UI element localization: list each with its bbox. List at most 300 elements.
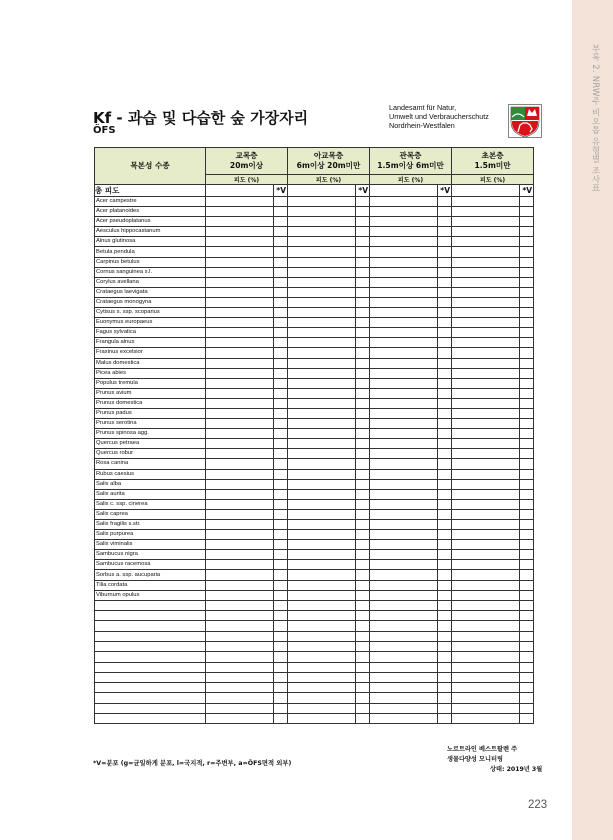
coverage-cell[interactable] <box>370 570 438 580</box>
distribution-cell[interactable] <box>274 550 288 560</box>
distribution-cell[interactable] <box>438 672 452 682</box>
coverage-cell[interactable] <box>206 662 274 672</box>
coverage-cell[interactable] <box>370 641 438 651</box>
distribution-cell[interactable] <box>356 197 370 207</box>
distribution-cell[interactable] <box>520 287 534 297</box>
distribution-cell[interactable] <box>356 267 370 277</box>
distribution-cell[interactable] <box>520 469 534 479</box>
distribution-cell[interactable] <box>356 439 370 449</box>
coverage-cell[interactable] <box>452 540 520 550</box>
distribution-cell[interactable] <box>356 672 370 682</box>
coverage-cell[interactable] <box>370 297 438 307</box>
distribution-cell[interactable] <box>356 509 370 519</box>
coverage-cell[interactable] <box>452 550 520 560</box>
distribution-cell[interactable] <box>274 197 288 207</box>
coverage-cell[interactable] <box>452 520 520 530</box>
coverage-cell[interactable] <box>206 631 274 641</box>
distribution-cell[interactable] <box>520 479 534 489</box>
coverage-cell[interactable] <box>452 287 520 297</box>
distribution-cell[interactable] <box>520 328 534 338</box>
distribution-cell[interactable] <box>274 348 288 358</box>
coverage-cell[interactable] <box>288 683 356 693</box>
distribution-cell[interactable] <box>520 662 534 672</box>
coverage-cell[interactable] <box>452 652 520 662</box>
coverage-cell[interactable] <box>370 621 438 631</box>
coverage-cell[interactable] <box>370 338 438 348</box>
coverage-cell[interactable] <box>370 408 438 418</box>
distribution-cell[interactable] <box>356 297 370 307</box>
coverage-cell[interactable] <box>370 197 438 207</box>
distribution-cell[interactable] <box>274 520 288 530</box>
distribution-cell[interactable] <box>438 683 452 693</box>
distribution-cell[interactable] <box>356 631 370 641</box>
coverage-cell[interactable] <box>206 560 274 570</box>
distribution-cell[interactable] <box>438 509 452 519</box>
coverage-cell[interactable] <box>452 388 520 398</box>
distribution-cell[interactable] <box>520 257 534 267</box>
distribution-cell[interactable] <box>356 277 370 287</box>
coverage-cell[interactable] <box>452 530 520 540</box>
distribution-cell[interactable] <box>356 408 370 418</box>
distribution-cell[interactable] <box>274 469 288 479</box>
coverage-cell[interactable] <box>206 185 274 197</box>
distribution-cell[interactable] <box>438 328 452 338</box>
distribution-cell[interactable] <box>274 530 288 540</box>
distribution-cell[interactable] <box>520 197 534 207</box>
coverage-cell[interactable] <box>206 590 274 600</box>
distribution-cell[interactable] <box>520 439 534 449</box>
coverage-cell[interactable] <box>452 580 520 590</box>
distribution-cell[interactable] <box>438 641 452 651</box>
coverage-cell[interactable] <box>370 509 438 519</box>
distribution-cell[interactable] <box>520 318 534 328</box>
distribution-cell[interactable] <box>520 398 534 408</box>
coverage-cell[interactable] <box>370 489 438 499</box>
coverage-cell[interactable] <box>206 328 274 338</box>
coverage-cell[interactable] <box>452 621 520 631</box>
distribution-cell[interactable] <box>438 439 452 449</box>
coverage-cell[interactable] <box>452 611 520 621</box>
coverage-cell[interactable] <box>206 378 274 388</box>
distribution-cell[interactable] <box>356 227 370 237</box>
coverage-cell[interactable] <box>288 499 356 509</box>
distribution-cell[interactable] <box>520 419 534 429</box>
coverage-cell[interactable] <box>288 237 356 247</box>
distribution-cell[interactable] <box>356 550 370 560</box>
coverage-cell[interactable] <box>452 714 520 724</box>
coverage-cell[interactable] <box>288 540 356 550</box>
distribution-cell[interactable] <box>274 408 288 418</box>
coverage-cell[interactable] <box>206 368 274 378</box>
distribution-cell[interactable] <box>356 328 370 338</box>
distribution-cell[interactable] <box>520 499 534 509</box>
distribution-cell[interactable] <box>438 469 452 479</box>
species-entry-cell[interactable] <box>95 641 206 651</box>
coverage-cell[interactable] <box>288 479 356 489</box>
distribution-cell[interactable] <box>438 479 452 489</box>
distribution-cell[interactable] <box>356 600 370 610</box>
distribution-cell[interactable] <box>274 287 288 297</box>
distribution-cell[interactable] <box>438 297 452 307</box>
coverage-cell[interactable] <box>370 693 438 703</box>
distribution-cell[interactable] <box>356 580 370 590</box>
distribution-cell[interactable] <box>274 509 288 519</box>
distribution-cell[interactable] <box>438 207 452 217</box>
distribution-cell[interactable] <box>274 338 288 348</box>
distribution-cell[interactable] <box>274 714 288 724</box>
distribution-cell[interactable] <box>356 489 370 499</box>
coverage-cell[interactable] <box>370 683 438 693</box>
coverage-cell[interactable] <box>452 398 520 408</box>
coverage-cell[interactable] <box>206 570 274 580</box>
distribution-cell[interactable] <box>356 318 370 328</box>
distribution-cell[interactable] <box>274 267 288 277</box>
distribution-cell[interactable] <box>356 419 370 429</box>
distribution-cell[interactable] <box>438 540 452 550</box>
coverage-cell[interactable] <box>370 358 438 368</box>
coverage-cell[interactable] <box>370 611 438 621</box>
distribution-cell[interactable] <box>356 459 370 469</box>
coverage-cell[interactable] <box>452 489 520 499</box>
coverage-cell[interactable] <box>370 499 438 509</box>
distribution-cell[interactable] <box>438 590 452 600</box>
distribution-cell[interactable] <box>520 621 534 631</box>
coverage-cell[interactable] <box>206 530 274 540</box>
coverage-cell[interactable] <box>370 185 438 197</box>
coverage-cell[interactable] <box>206 267 274 277</box>
distribution-cell[interactable] <box>356 247 370 257</box>
coverage-cell[interactable] <box>206 408 274 418</box>
coverage-cell[interactable] <box>206 540 274 550</box>
coverage-cell[interactable] <box>288 378 356 388</box>
coverage-cell[interactable] <box>370 479 438 489</box>
coverage-cell[interactable] <box>206 429 274 439</box>
distribution-cell[interactable] <box>274 419 288 429</box>
coverage-cell[interactable] <box>452 257 520 267</box>
coverage-cell[interactable] <box>370 714 438 724</box>
distribution-cell[interactable] <box>520 530 534 540</box>
coverage-cell[interactable] <box>288 388 356 398</box>
distribution-cell[interactable] <box>274 479 288 489</box>
coverage-cell[interactable] <box>452 197 520 207</box>
distribution-cell[interactable] <box>274 672 288 682</box>
distribution-cell[interactable] <box>520 714 534 724</box>
distribution-cell[interactable] <box>438 530 452 540</box>
distribution-cell[interactable] <box>274 398 288 408</box>
distribution-cell[interactable] <box>520 237 534 247</box>
coverage-cell[interactable] <box>288 469 356 479</box>
coverage-cell[interactable] <box>370 560 438 570</box>
distribution-cell[interactable] <box>438 419 452 429</box>
coverage-cell[interactable] <box>452 683 520 693</box>
distribution-cell[interactable] <box>356 621 370 631</box>
coverage-cell[interactable] <box>452 509 520 519</box>
distribution-cell[interactable] <box>438 358 452 368</box>
coverage-cell[interactable] <box>288 652 356 662</box>
coverage-cell[interactable] <box>370 469 438 479</box>
coverage-cell[interactable] <box>452 297 520 307</box>
coverage-cell[interactable] <box>452 672 520 682</box>
distribution-cell[interactable] <box>520 631 534 641</box>
distribution-cell[interactable] <box>520 378 534 388</box>
distribution-cell[interactable] <box>356 540 370 550</box>
coverage-cell[interactable] <box>288 489 356 499</box>
distribution-cell[interactable] <box>438 580 452 590</box>
distribution-cell[interactable] <box>356 287 370 297</box>
coverage-cell[interactable] <box>206 338 274 348</box>
distribution-cell[interactable] <box>356 683 370 693</box>
species-entry-cell[interactable] <box>95 662 206 672</box>
distribution-cell[interactable] <box>520 560 534 570</box>
distribution-cell[interactable] <box>520 611 534 621</box>
coverage-cell[interactable] <box>452 368 520 378</box>
distribution-cell[interactable] <box>438 287 452 297</box>
distribution-cell[interactable] <box>520 509 534 519</box>
coverage-cell[interactable] <box>452 277 520 287</box>
distribution-cell[interactable] <box>520 449 534 459</box>
coverage-cell[interactable] <box>288 227 356 237</box>
distribution-cell[interactable] <box>438 227 452 237</box>
coverage-cell[interactable] <box>206 237 274 247</box>
distribution-cell[interactable] <box>520 520 534 530</box>
distribution-cell[interactable] <box>356 652 370 662</box>
coverage-cell[interactable] <box>370 590 438 600</box>
coverage-cell[interactable] <box>288 590 356 600</box>
coverage-cell[interactable] <box>206 693 274 703</box>
species-entry-cell[interactable] <box>95 611 206 621</box>
coverage-cell[interactable] <box>288 267 356 277</box>
species-entry-cell[interactable] <box>95 652 206 662</box>
distribution-cell[interactable] <box>356 207 370 217</box>
distribution-cell[interactable] <box>438 652 452 662</box>
distribution-cell[interactable] <box>438 459 452 469</box>
coverage-cell[interactable] <box>370 378 438 388</box>
coverage-cell[interactable] <box>452 600 520 610</box>
distribution-cell[interactable] <box>520 368 534 378</box>
coverage-cell[interactable] <box>370 429 438 439</box>
distribution-cell[interactable] <box>520 297 534 307</box>
coverage-cell[interactable] <box>452 693 520 703</box>
coverage-cell[interactable] <box>288 641 356 651</box>
coverage-cell[interactable] <box>206 600 274 610</box>
coverage-cell[interactable] <box>288 398 356 408</box>
distribution-cell[interactable] <box>274 297 288 307</box>
distribution-cell[interactable] <box>438 277 452 287</box>
distribution-cell[interactable] <box>438 388 452 398</box>
distribution-cell[interactable] <box>274 580 288 590</box>
distribution-cell[interactable] <box>274 237 288 247</box>
distribution-cell[interactable] <box>356 398 370 408</box>
distribution-cell[interactable] <box>520 388 534 398</box>
coverage-cell[interactable] <box>206 550 274 560</box>
coverage-cell[interactable] <box>452 419 520 429</box>
distribution-cell[interactable] <box>438 560 452 570</box>
distribution-cell[interactable] <box>356 611 370 621</box>
distribution-cell[interactable] <box>274 499 288 509</box>
distribution-cell[interactable] <box>438 408 452 418</box>
coverage-cell[interactable] <box>288 439 356 449</box>
distribution-cell[interactable] <box>356 469 370 479</box>
distribution-cell[interactable] <box>356 570 370 580</box>
coverage-cell[interactable] <box>452 499 520 509</box>
coverage-cell[interactable] <box>452 408 520 418</box>
distribution-cell[interactable] <box>356 237 370 247</box>
coverage-cell[interactable] <box>288 703 356 713</box>
coverage-cell[interactable] <box>288 570 356 580</box>
distribution-cell[interactable] <box>274 621 288 631</box>
coverage-cell[interactable] <box>288 580 356 590</box>
coverage-cell[interactable] <box>288 631 356 641</box>
distribution-cell[interactable] <box>520 227 534 237</box>
coverage-cell[interactable] <box>370 287 438 297</box>
coverage-cell[interactable] <box>452 217 520 227</box>
coverage-cell[interactable] <box>452 703 520 713</box>
distribution-cell[interactable] <box>520 338 534 348</box>
coverage-cell[interactable] <box>370 277 438 287</box>
distribution-cell[interactable] <box>438 348 452 358</box>
distribution-cell[interactable] <box>356 449 370 459</box>
distribution-cell[interactable] <box>520 652 534 662</box>
coverage-cell[interactable] <box>206 479 274 489</box>
distribution-cell[interactable] <box>274 631 288 641</box>
distribution-cell[interactable] <box>356 378 370 388</box>
distribution-cell[interactable] <box>356 479 370 489</box>
coverage-cell[interactable] <box>288 509 356 519</box>
distribution-cell[interactable] <box>520 683 534 693</box>
coverage-cell[interactable] <box>452 318 520 328</box>
distribution-cell[interactable] <box>356 499 370 509</box>
distribution-cell[interactable] <box>274 489 288 499</box>
coverage-cell[interactable] <box>206 672 274 682</box>
distribution-cell[interactable] <box>520 267 534 277</box>
coverage-cell[interactable] <box>288 318 356 328</box>
distribution-cell[interactable] <box>438 489 452 499</box>
distribution-cell[interactable] <box>274 378 288 388</box>
species-entry-cell[interactable] <box>95 703 206 713</box>
species-entry-cell[interactable] <box>95 631 206 641</box>
coverage-cell[interactable] <box>288 621 356 631</box>
distribution-cell[interactable] <box>520 217 534 227</box>
coverage-cell[interactable] <box>370 459 438 469</box>
coverage-cell[interactable] <box>288 550 356 560</box>
distribution-cell[interactable] <box>438 247 452 257</box>
distribution-cell[interactable] <box>274 560 288 570</box>
distribution-cell[interactable] <box>274 217 288 227</box>
distribution-cell[interactable] <box>438 429 452 439</box>
coverage-cell[interactable] <box>370 439 438 449</box>
coverage-cell[interactable] <box>370 703 438 713</box>
coverage-cell[interactable] <box>370 348 438 358</box>
coverage-cell[interactable] <box>206 277 274 287</box>
coverage-cell[interactable] <box>370 672 438 682</box>
distribution-cell[interactable] <box>274 652 288 662</box>
coverage-cell[interactable] <box>452 378 520 388</box>
distribution-cell[interactable] <box>438 693 452 703</box>
distribution-cell[interactable] <box>274 247 288 257</box>
coverage-cell[interactable] <box>370 449 438 459</box>
distribution-cell[interactable] <box>274 328 288 338</box>
distribution-cell[interactable] <box>356 703 370 713</box>
coverage-cell[interactable] <box>288 297 356 307</box>
distribution-cell[interactable] <box>274 308 288 318</box>
distribution-cell[interactable] <box>274 368 288 378</box>
distribution-cell[interactable] <box>438 398 452 408</box>
coverage-cell[interactable] <box>452 267 520 277</box>
distribution-cell[interactable] <box>438 318 452 328</box>
coverage-cell[interactable] <box>288 368 356 378</box>
coverage-cell[interactable] <box>206 398 274 408</box>
distribution-cell[interactable] <box>520 277 534 287</box>
coverage-cell[interactable] <box>206 217 274 227</box>
coverage-cell[interactable] <box>370 530 438 540</box>
distribution-cell[interactable] <box>356 388 370 398</box>
distribution-cell[interactable] <box>274 207 288 217</box>
coverage-cell[interactable] <box>288 693 356 703</box>
coverage-cell[interactable] <box>206 257 274 267</box>
distribution-cell[interactable] <box>520 408 534 418</box>
distribution-cell[interactable] <box>438 378 452 388</box>
coverage-cell[interactable] <box>288 530 356 540</box>
coverage-cell[interactable] <box>288 207 356 217</box>
distribution-cell[interactable] <box>520 459 534 469</box>
distribution-cell[interactable] <box>438 611 452 621</box>
coverage-cell[interactable] <box>206 197 274 207</box>
coverage-cell[interactable] <box>288 257 356 267</box>
distribution-cell[interactable] <box>438 267 452 277</box>
coverage-cell[interactable] <box>288 449 356 459</box>
coverage-cell[interactable] <box>206 207 274 217</box>
distribution-cell[interactable] <box>356 714 370 724</box>
coverage-cell[interactable] <box>206 703 274 713</box>
coverage-cell[interactable] <box>452 429 520 439</box>
coverage-cell[interactable] <box>370 207 438 217</box>
distribution-cell[interactable] <box>438 703 452 713</box>
coverage-cell[interactable] <box>206 611 274 621</box>
coverage-cell[interactable] <box>370 318 438 328</box>
distribution-cell[interactable] <box>520 348 534 358</box>
distribution-cell[interactable] <box>520 207 534 217</box>
coverage-cell[interactable] <box>452 247 520 257</box>
distribution-cell[interactable] <box>438 449 452 459</box>
coverage-cell[interactable] <box>206 652 274 662</box>
distribution-cell[interactable] <box>438 257 452 267</box>
distribution-cell[interactable] <box>438 217 452 227</box>
coverage-cell[interactable] <box>370 580 438 590</box>
coverage-cell[interactable] <box>452 662 520 672</box>
coverage-cell[interactable] <box>370 237 438 247</box>
distribution-cell[interactable] <box>520 247 534 257</box>
distribution-cell[interactable] <box>438 237 452 247</box>
coverage-cell[interactable] <box>288 287 356 297</box>
distribution-cell[interactable] <box>438 550 452 560</box>
coverage-cell[interactable] <box>206 683 274 693</box>
distribution-cell[interactable] <box>356 662 370 672</box>
species-entry-cell[interactable] <box>95 693 206 703</box>
coverage-cell[interactable] <box>288 358 356 368</box>
distribution-cell[interactable] <box>356 338 370 348</box>
distribution-cell[interactable] <box>274 277 288 287</box>
coverage-cell[interactable] <box>452 308 520 318</box>
coverage-cell[interactable] <box>370 540 438 550</box>
coverage-cell[interactable] <box>206 489 274 499</box>
distribution-cell[interactable] <box>274 318 288 328</box>
coverage-cell[interactable] <box>370 520 438 530</box>
coverage-cell[interactable] <box>206 509 274 519</box>
coverage-cell[interactable] <box>452 237 520 247</box>
distribution-cell[interactable] <box>438 499 452 509</box>
distribution-cell[interactable] <box>356 590 370 600</box>
distribution-cell[interactable] <box>438 631 452 641</box>
